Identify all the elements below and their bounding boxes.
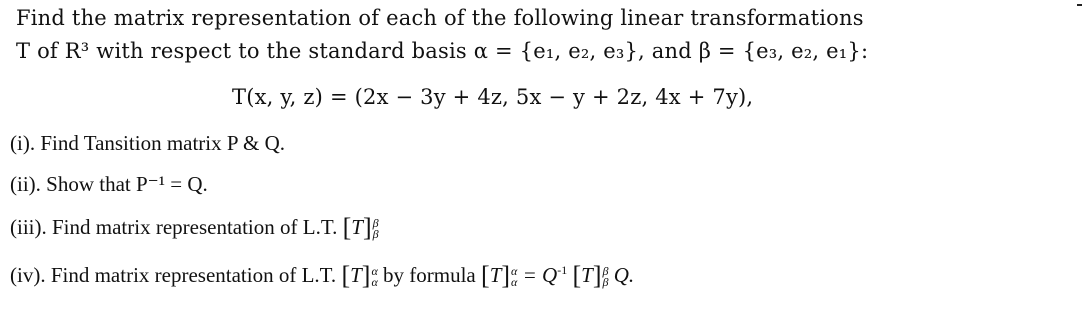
question-iv	[10, 263, 634, 288]
inverse-exponent: -1	[557, 263, 568, 277]
problem-statement-line-1: Find the matrix representation of each of the following linear transformations	[16, 6, 864, 30]
question-ii: (ii). Show that P⁻¹ = Q.	[10, 172, 208, 196]
formula-end: Q.	[613, 263, 635, 287]
problem-statement-line-2: T of R³ with respect to the standard basis α = {e₁, e₂, e₃}, and β = {e₃, e₂, e₁}:	[16, 39, 869, 63]
corner-mark	[1077, 4, 1082, 6]
formula-lhs: [T] α α	[481, 261, 518, 290]
transformation-equation: T(x, y, z) = (2x − 3y + 4z, 5x − y + 2z, 4x + 7y),	[232, 85, 754, 109]
question-iv-text: (iv). Find matrix representation of L.T.	[10, 263, 337, 287]
question-iv-by-formula: by formula	[383, 263, 476, 287]
question-i: (i). Find Tansition matrix P & Q.	[10, 131, 286, 155]
question-iii-text: (iii). Find matrix representation of L.T.	[10, 215, 338, 239]
matrix-rep-alpha-alpha: [T] α α	[341, 261, 378, 290]
formula-middle-matrix: [T] β β	[572, 261, 609, 290]
matrix-rep-beta-beta: [T] β β	[342, 213, 379, 242]
formula-equals-q: = Q	[522, 263, 558, 287]
question-iii	[10, 215, 379, 240]
